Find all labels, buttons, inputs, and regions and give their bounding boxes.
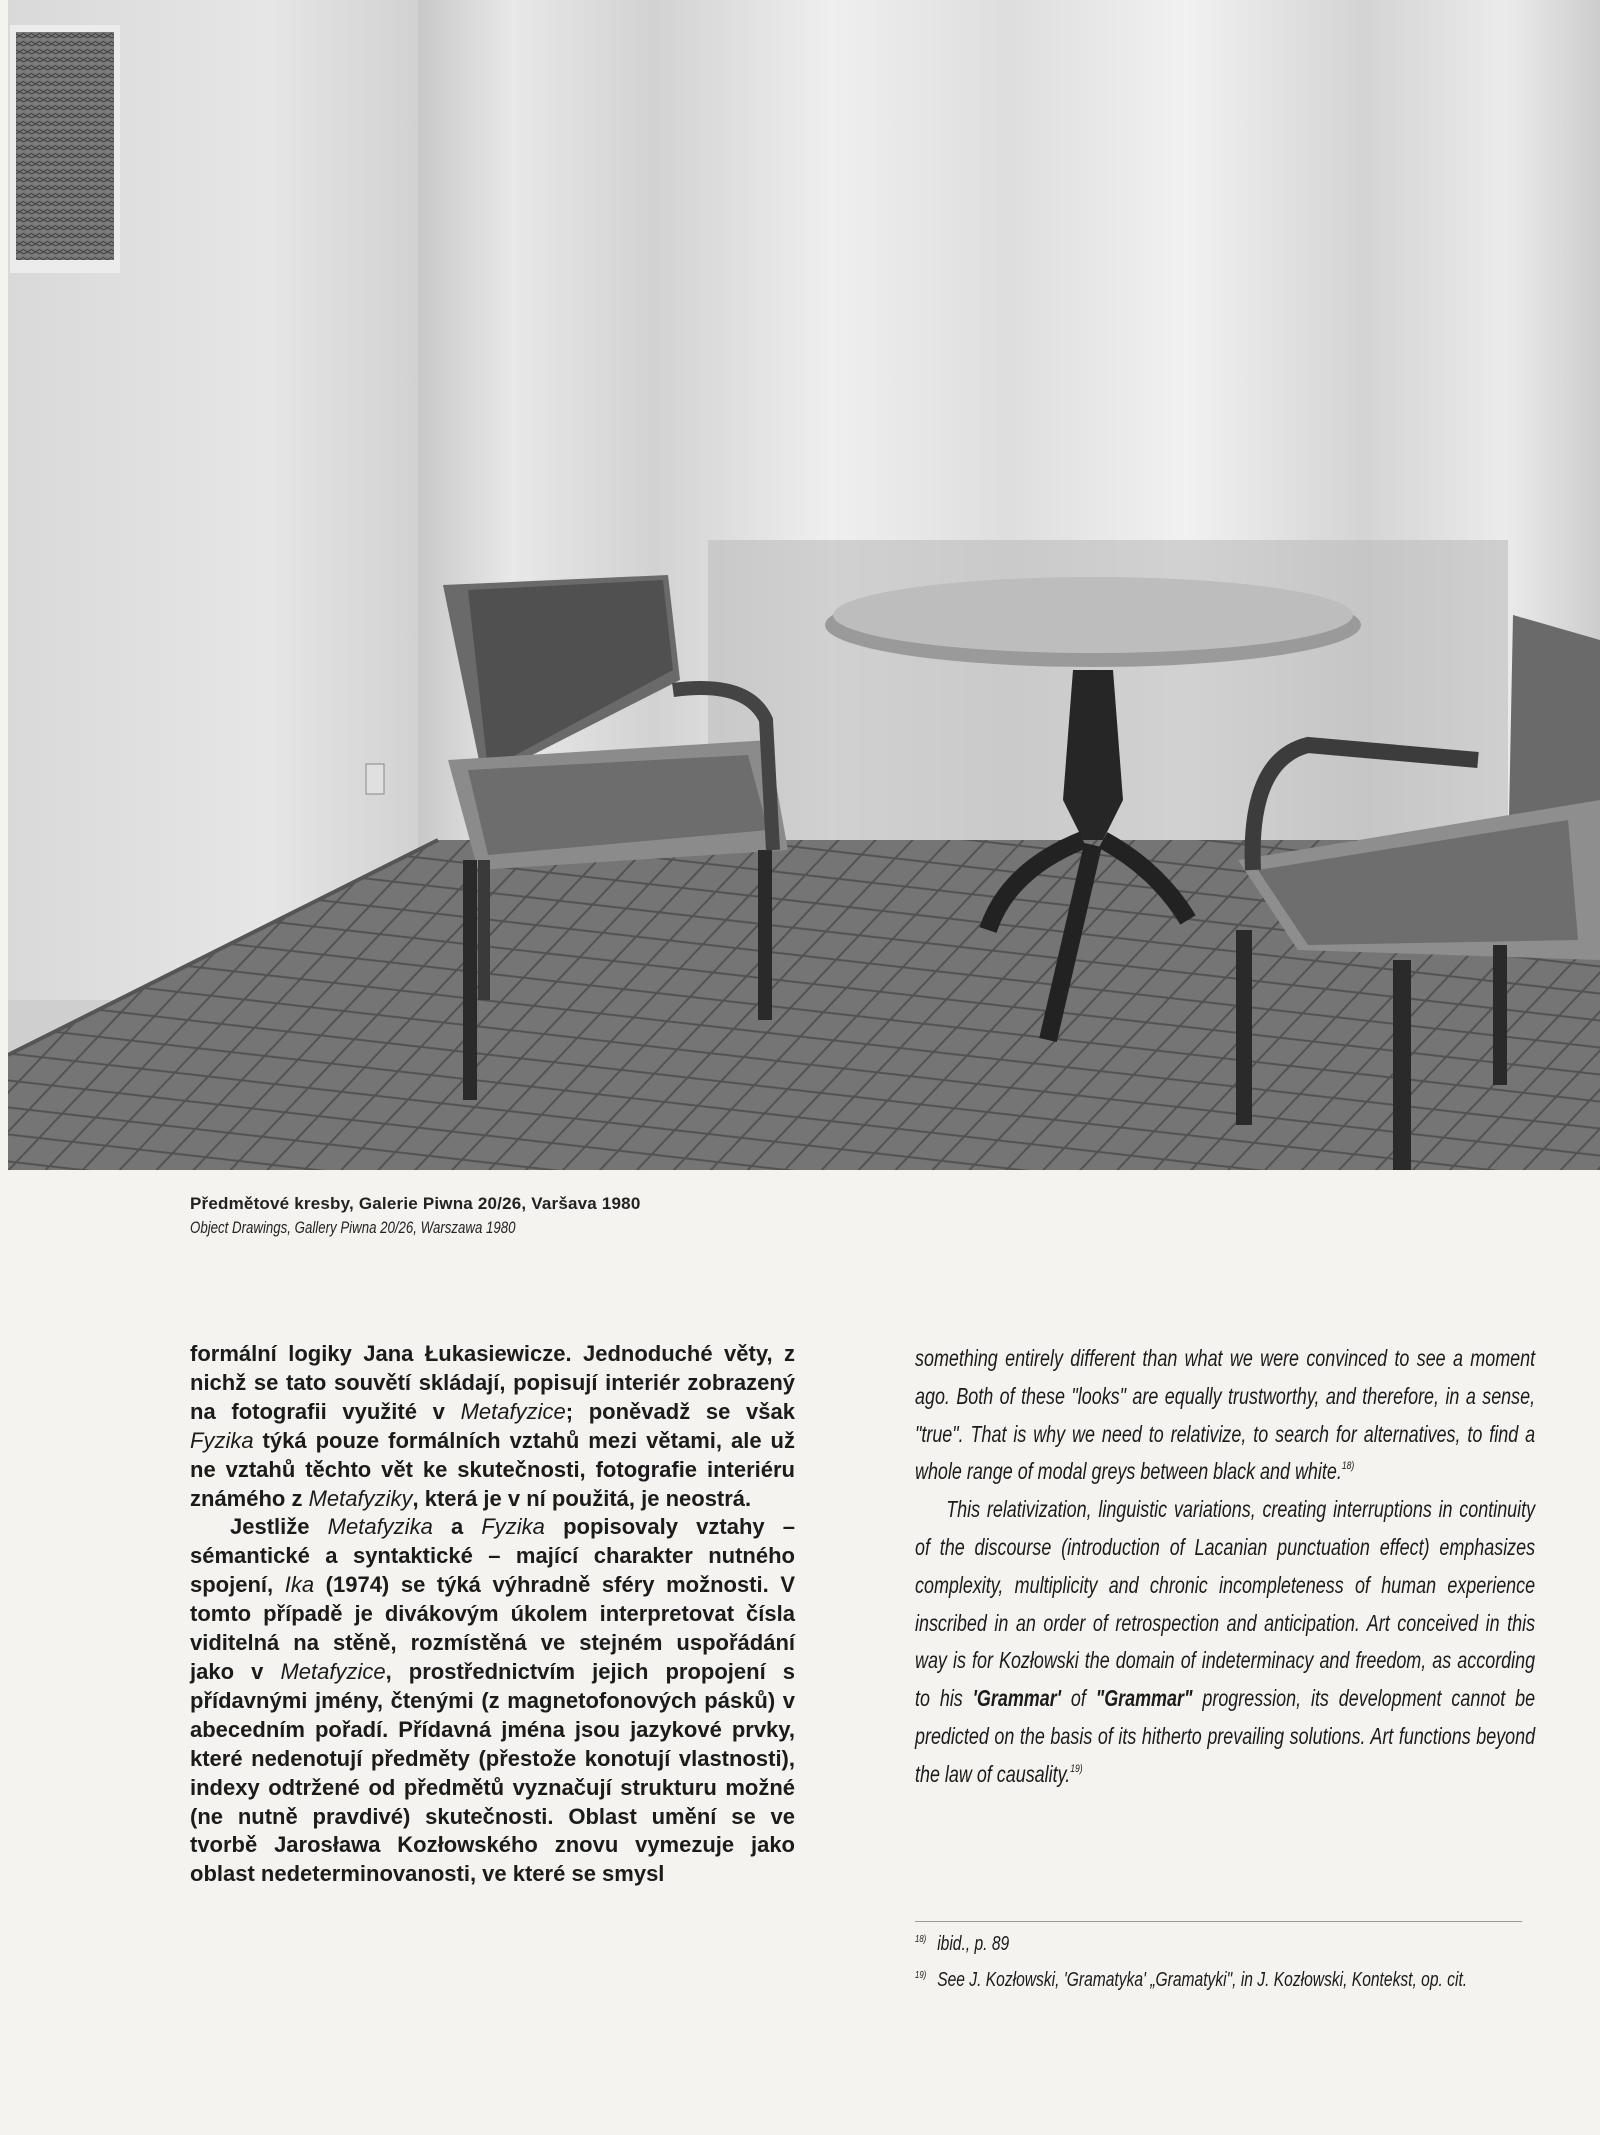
footnote-18: $^{18)}$ ibid., p. 89 bbox=[915, 1933, 1010, 1955]
caption-czech: Předmětové kresby, Galerie Piwna 20/26, Varšava 1980 bbox=[190, 1194, 641, 1213]
photo-interior-icon bbox=[8, 0, 1600, 1170]
right-column-english bbox=[915, 1340, 1535, 1794]
footnotes bbox=[915, 1924, 1539, 1996]
footnote-ref-18: 18) bbox=[1341, 1460, 1355, 1473]
footnote-divider bbox=[915, 1921, 1522, 1922]
right-paragraph-2: This relativization, linguistic variations, creating interruptions in continuity of the discourse (introduction of Lacanian punctuation effect) emphasizes complexity, multiplicity and chronic incompleteness of human experience inscribed in an order of retrospection and anticipation. Art conceived in this way is for Kozłowski the domain of indeterminacy and freedom, as according to his 'Grammar' of "Grammar" progression, its development cannot be predicted on the basis of its hitherto prevailing solutions. Art functions beyond the law of causality.$^{19)}$ bbox=[915, 1496, 1536, 1787]
photo-caption bbox=[190, 1192, 1090, 1240]
footnote-19: $^{19)}$ See J. Kozłowski, 'Gramatyka' „Gramatyki", in J. Kozłowski, Kontekst, op. cit. bbox=[915, 1969, 1468, 1991]
footnote-ref-19: 19) bbox=[1070, 1762, 1083, 1775]
left-paragraph-1: formální logiky Jana Łukasiewicze. Jednoduché věty, z nichž se tato souvětí skládají, popisují interiér zobrazený na fotografii využité v Metafyzice; poněvadž se však Fyzika týká pouze formálních vztahů mezi větami, ale už ne vztahů těchto vět ke skutečnosti, fotografie interiéru známého z Metafyziky, která je v ní použitá, je neostrá. bbox=[190, 1341, 795, 1511]
interior-photograph bbox=[8, 0, 1600, 1170]
caption-english: Object Drawings, Gallery Piwna 20/26, Warszawa 1980 bbox=[190, 1218, 516, 1237]
right-paragraph-1: something entirely different than what we were convinced to see a moment ago. Both of these "looks" are equally trustworthy, and therefore, in a sense, "true". That is why we need to relativize, to search for alternatives, to find a whole range of modal greys between black and white.$^{18)}$ bbox=[915, 1345, 1536, 1485]
left-paragraph-2: Jestliže Metafyzika a Fyzika popisovaly vztahy – sémantické a syntaktické – mající charakter nutného spojení, Ika (1974) se týká výhradně sféry možnosti. V tomto případě je divákovým úkolem interpretovat čísla viditelná na stěně, rozmístěná ve stejném uspořádání jako v Metafyzice, prostřednictvím jejich propojení s přídavnými jmény, čtenými (z magnetofonových pásků) v abecedním pořadí. Přídavná jména jsou jazykové prvky, které nedenotují předměty (přestože konotují vlastnosti), indexy odtržené od předmětů vyznačují strukturu možné (ne nutně pravdivé) skutečnosti. Oblast umění se ve tvorbě Jarosława Kozłowského znovu vymezuje jako oblast nedeterminovanosti, ve které se smysl bbox=[190, 1514, 796, 1887]
left-column-czech bbox=[190, 1340, 795, 1889]
